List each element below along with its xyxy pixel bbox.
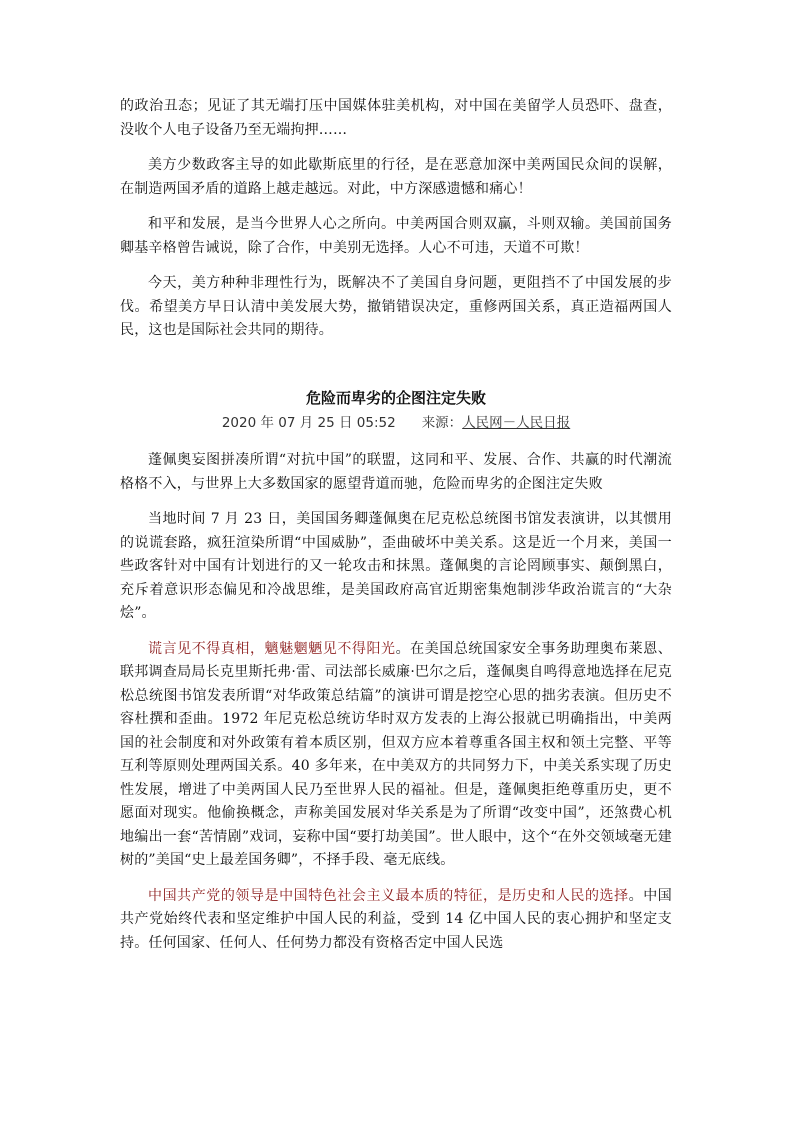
paragraph: 和平和发展，是当今世界人心之所向。中美两国合则双赢，斗则双输。美国前国务卿基辛格曾告诫说，除了合作，中美别无选择。人心不可违，天道不可欺！ [120, 216, 672, 256]
source-link[interactable]: 人民网－人民日报 [462, 415, 571, 431]
article-meta [120, 413, 672, 433]
paragraph: 的政治丑态；见证了其无端打压中国媒体驻美机构，对中国在美留学人员恐吓、盘查，没收个人电子设备乃至无端拘押…… [120, 98, 672, 138]
paragraph [120, 885, 672, 956]
article-body [120, 449, 672, 955]
paragraph: 今天，美方种种非理性行为，既解决不了美国自身问题，更阻挡不了中国发展的步伐。希望美方早日认清中美发展大势，撤销错误决定，重修两国关系，真正造福两国人民，这也是国际社会共同的期待。 [120, 275, 672, 338]
paragraph: 美方少数政客主导的如此歇斯底里的行径，是在恶意加深中美两国民众间的误解，在制造两国矛盾的道路上越走越远。对此，中方深感遗憾和痛心！ [120, 157, 672, 197]
article-title: 危险而卑劣的企图注定失败 [305, 389, 486, 407]
highlighted-text: 谎言见不得真相，魑魅魍魉见不得阳光 [148, 640, 396, 657]
paragraph: 当地时间 7 月 23 日，美国国务卿蓬佩奥在尼克松总统图书馆发表演讲，以其惯用的说谎套路，疯狂渲染所谓“中国威胁”，歪曲破坏中美关系。这是近一个月来，美国一些政客针对中国有计划进行的又一轮攻击和抹黑。蓬佩奥的言论罔顾事实、颠倒黑白，充斥着意识形态偏见和冷战思维，是美国政府高官近期密集炮制涉华政治谎言的“大杂烩”。 [120, 511, 672, 621]
highlighted-text: 中国共产党的领导是中国特色社会主义最本质的特征，是历史和人民的选择 [148, 887, 629, 904]
source-label: 来源： [421, 415, 463, 431]
paragraph: 蓬佩奥妄图拼凑所谓“对抗中国”的联盟，这同和平、发展、合作、共赢的时代潮流格格不入，与世界上大多数国家的愿望背道而驰，危险而卑劣的企图注定失败 [120, 452, 672, 492]
paragraph [120, 638, 672, 873]
paragraph-text: 。中国共产党始终代表和坚定维护中国人民的利益，受到 14 亿中国人民的衷心拥护和坚定支持。任何国家、任何人、任何势力都没有资格否定中国人民选 [120, 887, 672, 951]
publish-date: 2020 年 07 月 25 日 05:52 [221, 415, 396, 431]
paragraph-text: 。在美国总统国家安全事务助理奥布莱恩、联邦调查局局长克里斯托弗·雷、司法部长威廉·巴尔之后，蓬佩奥自鸣得意地选择在尼克松总统图书馆发表所谓“对华政策总结篇”的演讲可谓是挖空心思的拙劣表演。但历史不容杜撰和歪曲。1972 年尼克松总统访华时双方发表的上海公报就已明确指出，中美两国的社会制度和对外政策有着本质区别，但双方应本着尊重各国主权和领土完整、平等互利等原则处理两国关系。40 多年来，在中美双方的共同努力下，中美关系实现了历史性发展，增进了中美两国人民乃至世界人民的福祉。但是，蓬佩奥拒绝尊重历史，更不愿面对现实。他偷换概念，声称美国发展对华关系是为了所谓“改变中国”，还煞费心机地编出一套“苦情剧”戏词，妄称中国“要打劫美国”。世人眼中，这个“在外交领域毫无建树的”美国“史上最差国务卿”，不择手段、毫无底线。 [120, 640, 672, 868]
previous-article-body [120, 95, 672, 343]
